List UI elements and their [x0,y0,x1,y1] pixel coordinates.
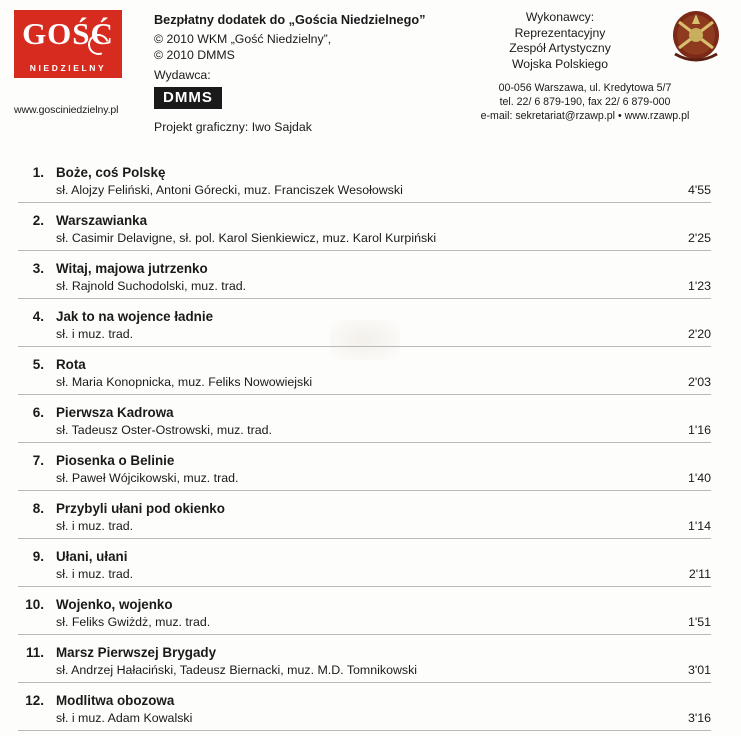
track-duration: 4'55 [687,183,711,197]
track-body [56,164,657,198]
track-body [56,404,657,438]
track-duration: 1'16 [687,423,711,437]
track-number: 4. [32,309,44,324]
dmms-logo: DMMS [154,87,222,109]
track-row [18,596,711,635]
track-title: Pierwsza Kadrowa [56,405,174,420]
design-credit: Projekt graficzny: Iwo Sajdak [154,120,312,134]
track-duration: 3'01 [687,663,711,677]
copyright-line-2: © 2010 DMMS [154,48,235,62]
track-number: 3. [32,261,44,276]
track-title: Piosenka o Belinie [56,453,175,468]
track-body [56,500,657,534]
track-duration: 2'11 [688,567,711,581]
track-row [18,500,711,539]
track-row [18,404,711,443]
track-row [18,164,711,203]
track-body [56,692,657,726]
track-credits: sł. Feliks Gwiżdż, muz. trad. [56,615,211,629]
track-credits: sł. i muz. Adam Kowalski [56,711,193,725]
track-duration: 2'25 [687,231,711,245]
track-title: Marsz Pierwszej Brygady [56,645,217,660]
track-body [56,356,657,390]
track-credits: sł. Maria Konopnicka, muz. Feliks Nowowiejski [56,375,313,389]
logo-brand-text: GOŚĆ [22,16,114,51]
performers-line-1: Reprezentacyjny [514,25,606,40]
contact-address: 00-056 Warszawa, ul. Kredytowa 5/7 [498,82,672,94]
track-number: 12. [25,693,44,708]
contact-block [439,81,731,123]
track-number: 8. [32,501,44,516]
track-row [18,548,711,587]
track-body [56,308,657,342]
military-emblem-icon [669,8,723,66]
track-title: Wojenko, wojenko [56,597,173,612]
track-row [18,260,711,299]
copyright-line-1: © 2010 WKM „Gość Niedzielny”, [154,31,332,46]
track-row [18,356,711,395]
track-number: 6. [32,405,44,420]
track-duration: 1'14 [687,519,711,533]
track-title: Warszawianka [56,213,148,228]
track-body [56,260,657,294]
gosc-niedzielny-logo [14,10,122,78]
track-duration: 1'51 [687,615,711,629]
track-number: 5. [32,357,44,372]
track-row [18,452,711,491]
track-number: 11. [25,645,44,660]
track-title: Rota [56,357,86,372]
publisher-label: Wydawca: [154,67,211,82]
track-title: Witaj, majowa jutrzenko [56,261,208,276]
track-number: 1. [32,165,44,180]
document-header [0,0,741,134]
track-credits: sł. Alojzy Feliński, Antoni Górecki, muz. Franciszek Wesołowski [56,183,403,197]
track-duration: 1'40 [687,471,711,485]
track-body [56,644,657,678]
publisher-website-link[interactable]: www.gosciniedzielny.pl [14,104,119,116]
track-body [56,596,657,630]
track-body [56,452,657,486]
track-row [18,212,711,251]
track-duration: 1'23 [687,279,711,293]
track-title: Ułani, ułani [56,549,128,564]
logo-subtitle-text: NIEDZIELNY [29,63,107,73]
track-credits: sł. Tadeusz Oster-Ostrowski, muz. trad. [56,423,272,437]
track-title: Jak to na wojence ładnie [56,309,214,324]
performers-line-2: Zespół Artystyczny [509,41,611,55]
track-title: Modlitwa obozowa [56,693,175,708]
track-duration: 2'20 [687,327,711,341]
track-credits: sł. i muz. trad. [56,567,134,581]
header-center-info [140,8,439,136]
contact-phone: tel. 22/ 6 879-190, fax 22/ 6 879-000 [499,96,671,108]
track-row [18,692,711,731]
track-row [18,644,711,683]
track-row [18,308,711,347]
supplement-title: Bezpłatny dodatek do „Gościa Niedzielnego” [154,13,426,27]
track-number: 2. [32,213,44,228]
track-title: Boże, coś Polskę [56,165,166,180]
track-credits: sł. i muz. trad. [56,327,134,341]
contact-email[interactable]: e-mail: sekretariat@rzawp.pl • www.rzawp.pl [480,110,690,122]
publisher-logo-block [14,8,140,116]
track-duration: 2'03 [687,375,711,389]
track-credits: sł. Rajnold Suchodolski, muz. trad. [56,279,247,293]
performers-label: Wykonawcy: [525,10,595,24]
track-duration: 3'16 [687,711,711,725]
track-body [56,212,657,246]
track-body [56,548,657,582]
track-number: 7. [32,453,44,468]
track-number: 9. [32,549,44,564]
track-credits: sł. i muz. trad. [56,519,134,533]
track-credits: sł. Paweł Wójcikowski, muz. trad. [56,471,239,485]
track-credits: sł. Casimir Delavigne, sł. pol. Karol Sienkiewicz, muz. Karol Kurpiński [56,231,437,245]
track-number: 10. [25,597,44,612]
track-credits: sł. Andrzej Hałaciński, Tadeusz Biernacki, muz. M.D. Tomnikowski [56,663,418,677]
track-title: Przybyli ułani pod okienko [56,501,225,516]
header-right-info [439,8,731,123]
performers-line-3: Wojska Polskiego [512,56,608,71]
track-list [18,164,711,731]
